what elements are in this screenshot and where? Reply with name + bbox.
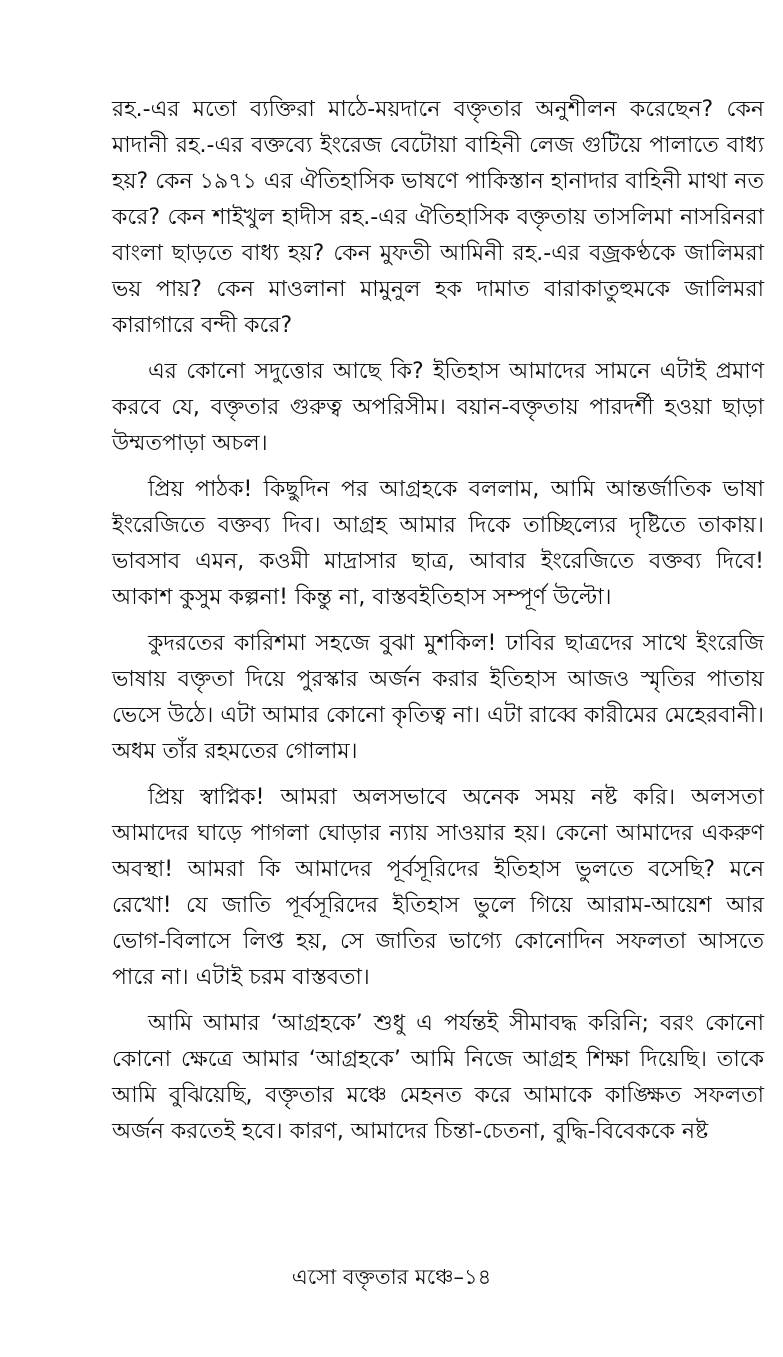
paragraph: আমি আমার ‘আগ্রহকে’ শুধু এ পর্যন্তই সীমাবদ্ধ করিনি; বরং কোনো কোনো ক্ষেত্রে আমার ‘আগ্রহকে’ আমি নিজে আগ্রহ শিক্ষা দিয়েছি। তাকে আমি বুঝিয়েছি, বক্তৃতার মঞ্চে মেহনত করে আমাকে কাঙ্ক্ষিত সফলতা অর্জন করতেই হবে। কারণ, আমাদের চিন্তা-চেতনা, বুদ্ধি-বিবেককে নষ্ট <box>112 1011 764 1144</box>
page-footer-running-title: এসো বক্তৃতার মঞ্চে–১৪ <box>291 1265 492 1289</box>
paragraph: কুদরতের কারিশমা সহজে বুঝা মুশকিল! ঢাবির ছাত্রদের সাথে ইংরেজি ভাষায় বক্তৃতা দিয়ে পুরস্কার অর্জন করার ইতিহাস আজও স্মৃতির পাতায় ভেসে উঠে। এটা আমার কোনো কৃতিত্ব না। এটা রাব্বে কারীমের মেহেরবানী। অধম তাঁর রহমতের গোলাম। <box>112 631 764 764</box>
body-text <box>112 92 764 1150</box>
paragraph: প্রিয় স্বাপ্নিক! আমরা অলসভাবে অনেক সময় নষ্ট করি। অলসতা আমাদের ঘাড়ে পাগলা ঘোড়ার ন্যায় সাওয়ার হয়। কেনো আমাদের একরুণ অবস্থা! আমরা কি আমাদের পূর্বসূরিদের ইতিহাস ভুলতে বসেছি? মনে রেখো! যে জাতি পূর্বসূরিদের ইতিহাস ভুলে গিয়ে আরাম-আয়েশ আর ভোগ-বিলাসে লিপ্ত হয়, সে জাতির ভাগ্যে কোনোদিন সফলতা আসতে পারে না। এটাই চরম বাস্তবতা। <box>112 785 764 990</box>
paragraph-continuation: রহ.-এর মতো ব্যক্তিরা মাঠে-ময়দানে বক্তৃতার অনুশীলন করেছেন? কেন মাদানী রহ.-এর বক্তব্যে ইংরেজ বেটোয়া বাহিনী লেজ গুটিয়ে পালাতে বাধ্য হয়? কেন ১৯৭১ এর ঐতিহাসিক ভাষণে পাকিস্তান হানাদার বাহিনী মাথা নত করে? কেন শাইখুল হাদীস রহ.-এর ঐতিহাসিক বক্তৃতায় তাসলিমা নাসরিনরা বাংলা ছাড়তে বাধ্য হয়? কেন মুফতী আমিনী রহ.-এর বজ্রকণ্ঠকে জালিমরা ভয় পায়? কেন মাওলানা মামুনুল হক দামাত বারাকাতুহুমকে জালিমরা কারাগারে বন্দী করে? <box>112 97 764 338</box>
paragraph: প্রিয় পাঠক! কিছুদিন পর আগ্রহকে বললাম, আমি আন্তর্জাতিক ভাষা ইংরেজিতে বক্তব্য দিব। আগ্রহ আমার দিকে তাচ্ছিল্যের দৃষ্টিতে তাকায়। ভাবসাব এমন, কওমী মাদ্রাসার ছাত্র, আবার ইংরেজিতে বক্তব্য দিবে! আকাশ কুসুম কল্পনা! কিন্তু না, বাস্তবইতিহাস সম্পূর্ণ উল্টো। <box>112 477 764 610</box>
paragraph: এর কোনো সদুত্তোর আছে কি? ইতিহাস আমাদের সামনে এটাই প্রমাণ করবে যে, বক্তৃতার গুরুত্ব অপরিসীম। বয়ান-বক্তৃতায় পারদর্শী হওয়া ছাড়া উম্মতপাড়া অচল। <box>112 359 764 456</box>
